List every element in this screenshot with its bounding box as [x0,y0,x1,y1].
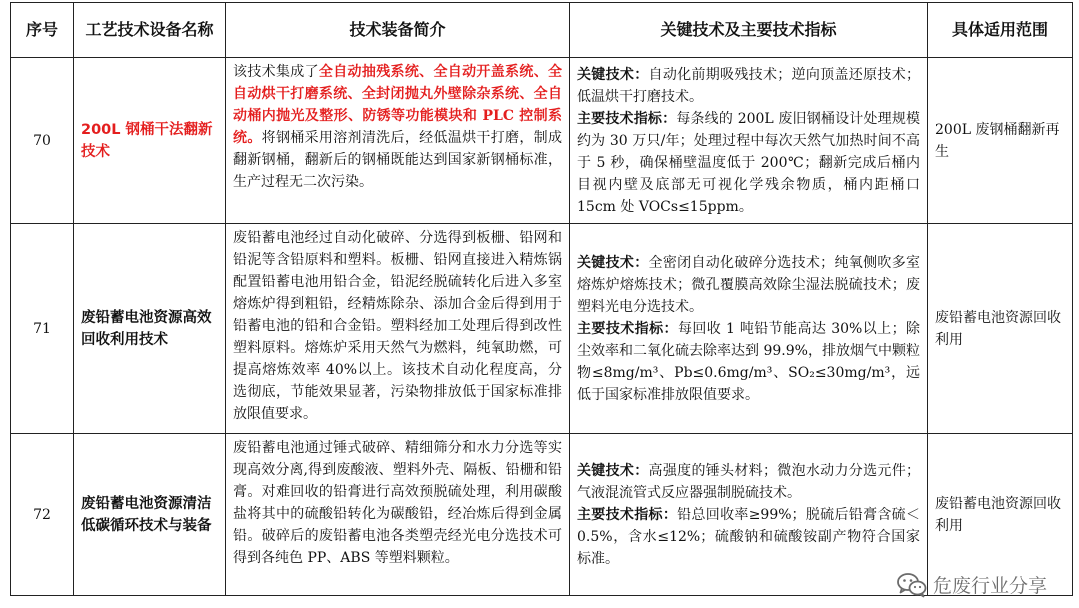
main-label: 主要技术指标： [577,320,678,337]
row-num: 70 [11,58,74,224]
intro-text: 该技术集成了 [233,64,319,80]
row-intro: 废铅蓄电池通过锤式破碎、精细筛分和水力分选等实现高效分离,得到废酸液、塑料外壳、隔板、铅栅和铅膏。对难回收的铅膏进行高效预脱硫处理，利用碳酸盐将其中的硫酸铅转化为碳酸铅，经冶炼后得到金属铅。破碎后的废铅蓄电池各类塑壳经光电分选技术可得到各纯色 PP、ABS 等塑料颗粒。 [226,434,570,596]
row-scope: 废铅蓄电池资源回收利用 [928,224,1073,434]
wechat-icon [897,572,927,598]
watermark [897,571,1047,598]
row-key [570,224,928,434]
main-text: 铅总回收率≥99%；脱硫后铅膏含硫＜0.5%，含水≤12%；硫酸钠和硫酸铵副产物符合国家标准。 [577,506,920,567]
row-scope: 200L 废钢桶翻新再生 [928,58,1073,224]
key-text: 自动化前期吸残技术；逆向顶盖还原技术；低温烘干打磨技术。 [577,66,921,105]
row-intro: 废铅蓄电池经过自动化破碎、分选得到板栅、铅网和铅泥等含铅原料和塑料。板栅、铅网直接进入精炼锅配置铅蓄电池用铅合金，铅泥经脱硫转化后进入多室熔炼炉得到粗铅，经精炼除杂、添加合金后得到用于铅蓄电池的铅和合金铅。塑料经加工处理后得到改性塑料原料。熔炼炉采用天然气为燃料，纯氧助燃，可提高熔炼效率 40%以上。该技术自动化程度高，分选彻底，节能效果显著，污染物排放低于国家标准排放限值要求。 [226,224,570,434]
main-text: 每条线的 200L 废旧钢桶设计处理规模约为 30 万只/年；处理过程中每次天然气加热时间不高于 5 秒，确保桶壁温度低于 200℃；翻新完成后桶内目视内壁及底部无可视化学残余物质，桶内距桶口 15cm 处 VOCs≤15ppm。 [577,110,921,215]
header-scope: 具体适用范围 [928,3,1073,58]
main-label: 主要技术指标： [577,506,678,523]
row-num: 72 [11,434,74,596]
row-scope: 废铅蓄电池资源回收利用 [928,434,1073,596]
row-name: 废铅蓄电池资源清洁低碳循环技术与装备 [74,434,226,596]
header-key: 关键技术及主要技术指标 [570,3,928,58]
key-label: 关键技术： [577,254,649,271]
watermark-text: 危废行业分享 [932,575,1047,597]
header-row [11,3,1073,58]
intro-highlight: 全自动抽残系统、全自动开盖系统、全自动烘干打磨系统、全封闭抛丸外壁除杂系统、全自动桶内抛光及整形、防锈等功能模块和 PLC 控制系统。 [233,64,563,146]
tech-table [10,2,1073,596]
key-label: 关键技术： [577,66,649,83]
row-name: 废铅蓄电池资源高效回收利用技术 [74,224,226,434]
main-text: 每回收 1 吨铅节能高达 30%以上；除尘效率和二氧化硫去除率达到 99.9%，排放烟气中颗粒物≤8mg/m³、Pb≤0.6mg/m³、SO₂≤30mg/m³，远低于国家标准排放限值要求。 [577,320,921,403]
key-label: 关键技术： [577,462,649,479]
header-intro: 技术装备简介 [226,3,570,58]
header-name: 工艺技术设备名称 [74,3,226,58]
intro-text: 将钢桶采用溶剂清洗后，经低温烘干打磨，制成翻新钢桶，翻新后的钢桶既能达到国家新钢桶标准，生产过程无二次污染。 [233,130,563,190]
row-key [570,58,928,224]
key-text: 全密闭自动化破碎分选技术；纯氧侧吹多室熔炼炉熔炼技术；微孔覆膜高效除尘湿法脱硫技术；废塑料光电分选技术。 [577,254,921,315]
header-num: 序号 [11,3,74,58]
main-label: 主要技术指标： [577,110,677,127]
row-num: 71 [11,224,74,434]
table-row [11,224,1073,434]
key-text: 高强度的锤头材料；微泡水动力分选元件；气液混流管式反应器强制脱硫技术。 [577,462,921,501]
row-intro [226,58,570,224]
row-key [570,434,928,596]
row-name: 200L 钢桶干法翻新技术 [74,58,226,224]
table-row [11,58,1073,224]
